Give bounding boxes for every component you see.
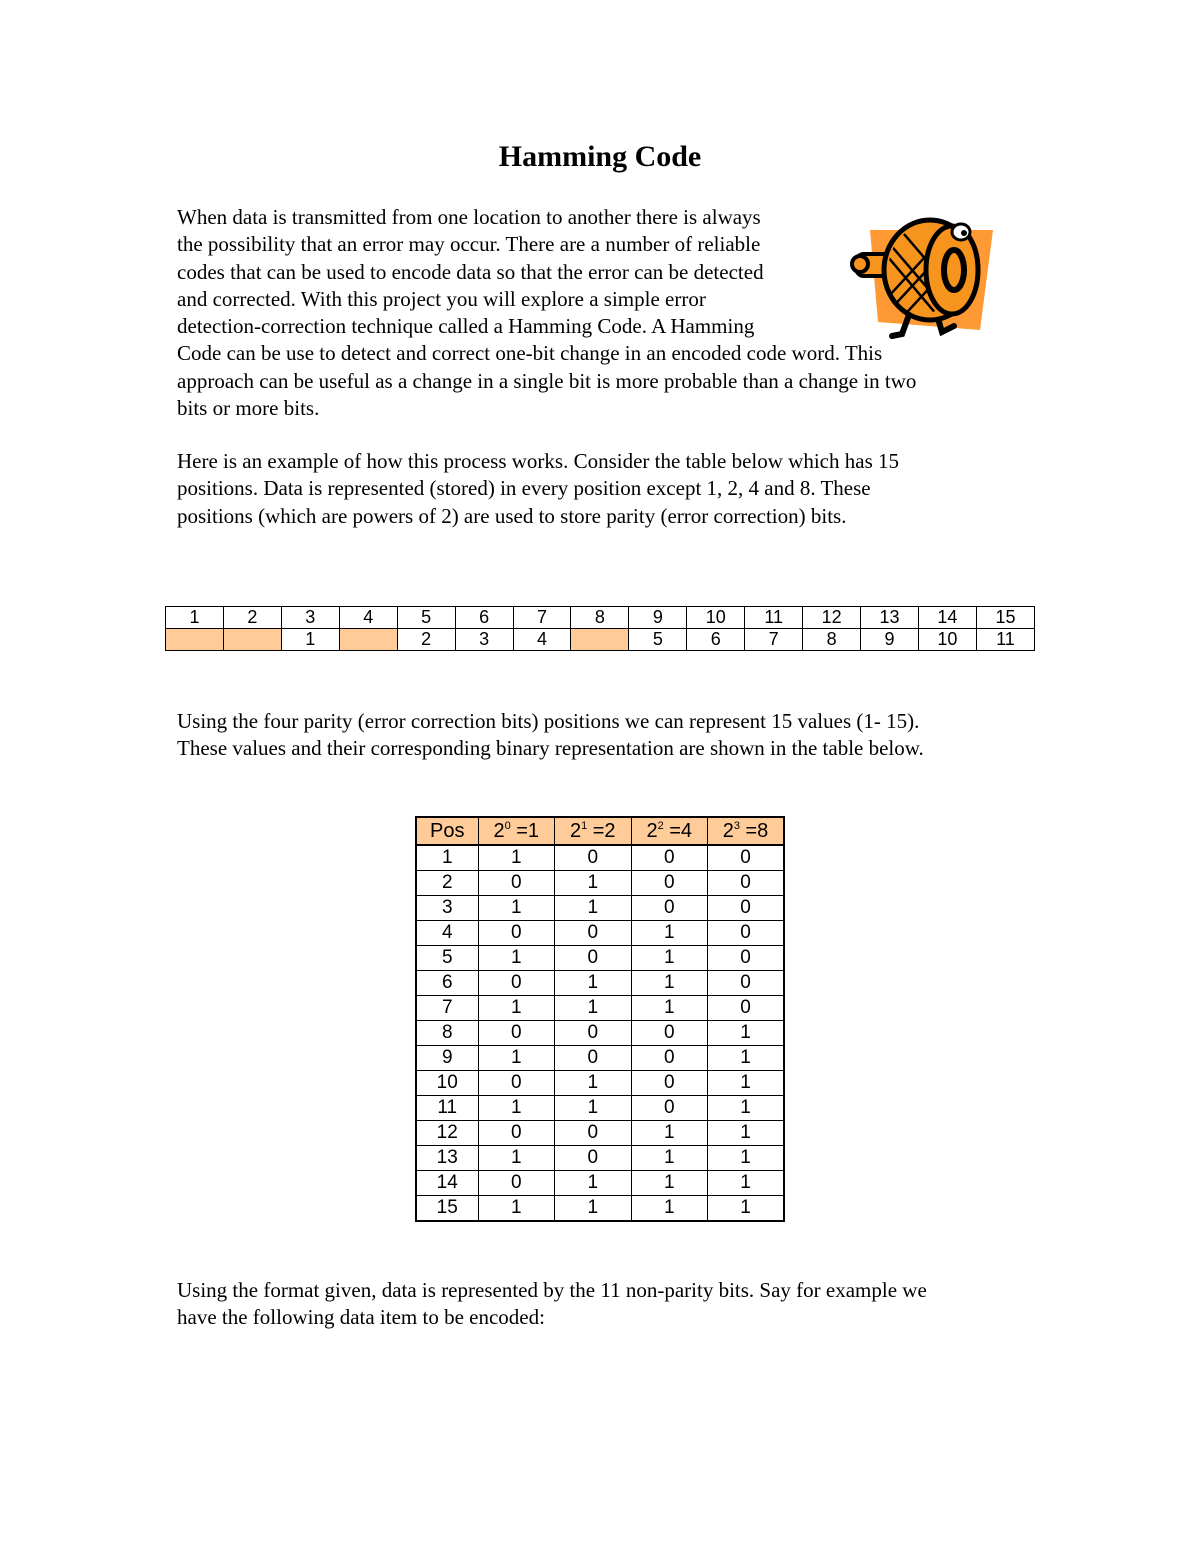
- position-cell: 13: [861, 607, 919, 629]
- binary-bit-cell: 1: [631, 996, 708, 1021]
- header-base: 2: [722, 820, 734, 842]
- intro-line: bits or more bits.: [177, 396, 320, 421]
- position-cell: 15: [976, 607, 1034, 629]
- binary-bit-cell: 1: [708, 1146, 785, 1171]
- table-row: [416, 996, 784, 1021]
- binary-bit-cell: 1: [555, 896, 632, 921]
- table-row: [416, 845, 784, 871]
- header-exponent: 0: [504, 820, 511, 832]
- example-line: positions. Data is represented (stored) in every position except 1, 2, 4 and 8. These: [177, 476, 871, 501]
- position-cell: 1: [166, 607, 224, 629]
- position-cell: 9: [629, 607, 687, 629]
- table-row: [416, 1196, 784, 1222]
- header-value: =1: [510, 820, 540, 842]
- example-line: Here is an example of how this process works. Consider the table below which has 15: [177, 449, 899, 473]
- intro-line: codes that can be used to encode data so that the error can be detected: [177, 259, 764, 284]
- binary-bit-cell: 1: [631, 921, 708, 946]
- table-row: [416, 1046, 784, 1071]
- data-bit-cell: 4: [513, 629, 571, 651]
- header-exponent: 2: [657, 820, 664, 832]
- header-bit-1: [478, 817, 555, 845]
- binary-bit-cell: 1: [478, 1046, 555, 1071]
- binary-bit-cell: 0: [478, 871, 555, 896]
- format-line: Using the format given, data is represented by the 11 non-parity bits. Say for example we: [177, 1278, 927, 1302]
- position-number-cell: 5: [416, 946, 478, 971]
- example-paragraph: [177, 448, 1037, 530]
- format-line: have the following data item to be encoded:: [177, 1305, 545, 1330]
- position-number-cell: 11: [416, 1096, 478, 1121]
- position-number-cell: 8: [416, 1021, 478, 1046]
- header-base: 2: [646, 820, 658, 842]
- binary-bit-cell: 0: [708, 871, 785, 896]
- binary-bit-cell: 1: [631, 971, 708, 996]
- table-row: [416, 871, 784, 896]
- binary-bit-cell: 1: [708, 1071, 785, 1096]
- header-value: =8: [739, 820, 769, 842]
- values-paragraph: [177, 708, 1037, 763]
- parity-cell: [223, 629, 281, 651]
- header-bit-8: [708, 817, 785, 845]
- position-cell: 3: [281, 607, 339, 629]
- binary-bit-cell: 1: [555, 1196, 632, 1222]
- position-cell: 14: [918, 607, 976, 629]
- data-bit-cell: 10: [918, 629, 976, 651]
- binary-bit-cell: 1: [478, 896, 555, 921]
- intro-line: detection-correction technique called a Hamming Code. A Hamming: [177, 314, 755, 339]
- binary-bit-cell: 0: [708, 996, 785, 1021]
- binary-bit-cell: 0: [478, 921, 555, 946]
- binary-bit-cell: 0: [478, 1071, 555, 1096]
- binary-bit-cell: 0: [631, 1021, 708, 1046]
- position-number-cell: 14: [416, 1171, 478, 1196]
- intro-line: When data is transmitted from one location to another there is always: [177, 205, 761, 229]
- table-row: [416, 896, 784, 921]
- binary-bit-cell: 1: [708, 1171, 785, 1196]
- parity-cell: [166, 629, 224, 651]
- position-cell: 5: [397, 607, 455, 629]
- binary-bit-cell: 0: [478, 1121, 555, 1146]
- binary-bit-cell: 1: [708, 1096, 785, 1121]
- position-cell: 2: [223, 607, 281, 629]
- data-bit-cell: 3: [455, 629, 513, 651]
- binary-bit-cell: 1: [631, 1196, 708, 1222]
- table-row: [416, 1071, 784, 1096]
- position-number-cell: 2: [416, 871, 478, 896]
- values-line: Using the four parity (error correction bits) positions we can represent 15 values (1- 15).: [177, 709, 920, 733]
- binary-bit-cell: 1: [555, 971, 632, 996]
- data-bit-cell: 7: [745, 629, 803, 651]
- binary-bit-cell: 0: [555, 1021, 632, 1046]
- format-paragraph: [177, 1277, 1037, 1332]
- binary-bit-cell: 1: [555, 1096, 632, 1121]
- binary-bit-cell: 1: [478, 1196, 555, 1222]
- position-number-cell: 3: [416, 896, 478, 921]
- position-number-cell: 6: [416, 971, 478, 996]
- data-bit-cell: 11: [976, 629, 1034, 651]
- binary-bit-cell: 0: [708, 896, 785, 921]
- binary-bit-cell: 1: [478, 996, 555, 1021]
- header-base: 2: [493, 820, 505, 842]
- intro-line: approach can be useful as a change in a single bit is more probable than a change in two: [177, 368, 917, 393]
- header-value: =4: [663, 820, 693, 842]
- position-number-cell: 13: [416, 1146, 478, 1171]
- binary-bit-cell: 1: [478, 946, 555, 971]
- data-bit-cell: 8: [803, 629, 861, 651]
- header-bit-4: [631, 817, 708, 845]
- binary-bit-cell: 1: [631, 1171, 708, 1196]
- position-number-cell: 10: [416, 1071, 478, 1096]
- header-bit-2: [555, 817, 632, 845]
- position-cell: 12: [803, 607, 861, 629]
- binary-bit-cell: 0: [708, 946, 785, 971]
- binary-bit-cell: 0: [631, 871, 708, 896]
- binary-bit-cell: 0: [555, 845, 632, 871]
- binary-bit-cell: 1: [708, 1196, 785, 1222]
- table-row: [416, 921, 784, 946]
- table-row: [416, 1171, 784, 1196]
- header-exponent: 1: [581, 820, 588, 832]
- binary-bit-cell: 0: [708, 971, 785, 996]
- binary-bit-cell: 1: [555, 996, 632, 1021]
- header-exponent: 3: [733, 820, 740, 832]
- binary-bit-cell: 0: [555, 921, 632, 946]
- binary-bit-cell: 1: [478, 845, 555, 871]
- binary-bit-cell: 1: [708, 1046, 785, 1071]
- binary-bit-cell: 1: [555, 1071, 632, 1096]
- data-bit-cell: 9: [861, 629, 919, 651]
- intro-line: Code can be use to detect and correct one-bit change in an encoded code word. This: [177, 341, 883, 366]
- binary-bit-cell: 0: [478, 1171, 555, 1196]
- binary-header-row: [416, 817, 784, 845]
- binary-bit-cell: 0: [555, 1121, 632, 1146]
- position-table: [165, 606, 1035, 651]
- position-number-cell: 7: [416, 996, 478, 1021]
- binary-bit-cell: 0: [631, 1046, 708, 1071]
- binary-bit-cell: 1: [708, 1021, 785, 1046]
- binary-table-body: [416, 845, 784, 1221]
- parity-cell: [339, 629, 397, 651]
- table-row: [416, 971, 784, 996]
- header-value: =2: [587, 820, 616, 842]
- table-row: [416, 1121, 784, 1146]
- position-number-cell: 9: [416, 1046, 478, 1071]
- binary-bit-cell: 1: [631, 1146, 708, 1171]
- data-bit-cell: 2: [397, 629, 455, 651]
- position-cell: 8: [571, 607, 629, 629]
- position-cell: 10: [687, 607, 745, 629]
- binary-bit-cell: 1: [555, 1171, 632, 1196]
- binary-bit-cell: 0: [478, 1021, 555, 1046]
- binary-bit-cell: 1: [631, 946, 708, 971]
- data-bit-cell: 5: [629, 629, 687, 651]
- binary-bit-cell: 0: [631, 1071, 708, 1096]
- position-number-cell: 12: [416, 1121, 478, 1146]
- data-bit-cell: 1: [281, 629, 339, 651]
- hamming-mascot-icon: [848, 212, 998, 340]
- table-row: [416, 1146, 784, 1171]
- position-cell: 7: [513, 607, 571, 629]
- binary-bit-cell: 1: [478, 1146, 555, 1171]
- data-bit-row: [166, 629, 1035, 651]
- binary-bit-cell: 0: [631, 1096, 708, 1121]
- position-cell: 6: [455, 607, 513, 629]
- binary-bit-cell: 1: [555, 871, 632, 896]
- intro-line: and corrected. With this project you will explore a simple error: [177, 286, 706, 311]
- header-pos: Pos: [416, 817, 478, 845]
- binary-bit-cell: 1: [708, 1121, 785, 1146]
- intro-line: the possibility that an error may occur. There are a number of reliable: [177, 232, 761, 257]
- binary-bit-cell: 0: [555, 1146, 632, 1171]
- binary-bit-cell: 1: [478, 1096, 555, 1121]
- position-cell: 11: [745, 607, 803, 629]
- page-title: Hamming Code: [498, 140, 702, 173]
- table-row: [416, 946, 784, 971]
- data-bit-cell: 6: [687, 629, 745, 651]
- example-line: positions (which are powers of 2) are used to store parity (error correction) bits.: [177, 503, 847, 528]
- table-row: [416, 1096, 784, 1121]
- values-line: These values and their corresponding binary representation are shown in the table below.: [177, 736, 924, 761]
- position-number-cell: 4: [416, 921, 478, 946]
- binary-bit-cell: 0: [631, 845, 708, 871]
- position-number-cell: 1: [416, 845, 478, 871]
- position-row: [166, 607, 1035, 629]
- header-base: 2: [569, 820, 582, 842]
- parity-cell: [571, 629, 629, 651]
- binary-bit-cell: 0: [555, 1046, 632, 1071]
- binary-bit-cell: 1: [631, 1121, 708, 1146]
- position-number-cell: 15: [416, 1196, 478, 1222]
- binary-table: [415, 816, 785, 1222]
- binary-bit-cell: 0: [708, 921, 785, 946]
- binary-bit-cell: 0: [708, 845, 785, 871]
- binary-bit-cell: 0: [631, 896, 708, 921]
- binary-bit-cell: 0: [555, 946, 632, 971]
- table-row: [416, 1021, 784, 1046]
- position-cell: 4: [339, 607, 397, 629]
- binary-bit-cell: 0: [478, 971, 555, 996]
